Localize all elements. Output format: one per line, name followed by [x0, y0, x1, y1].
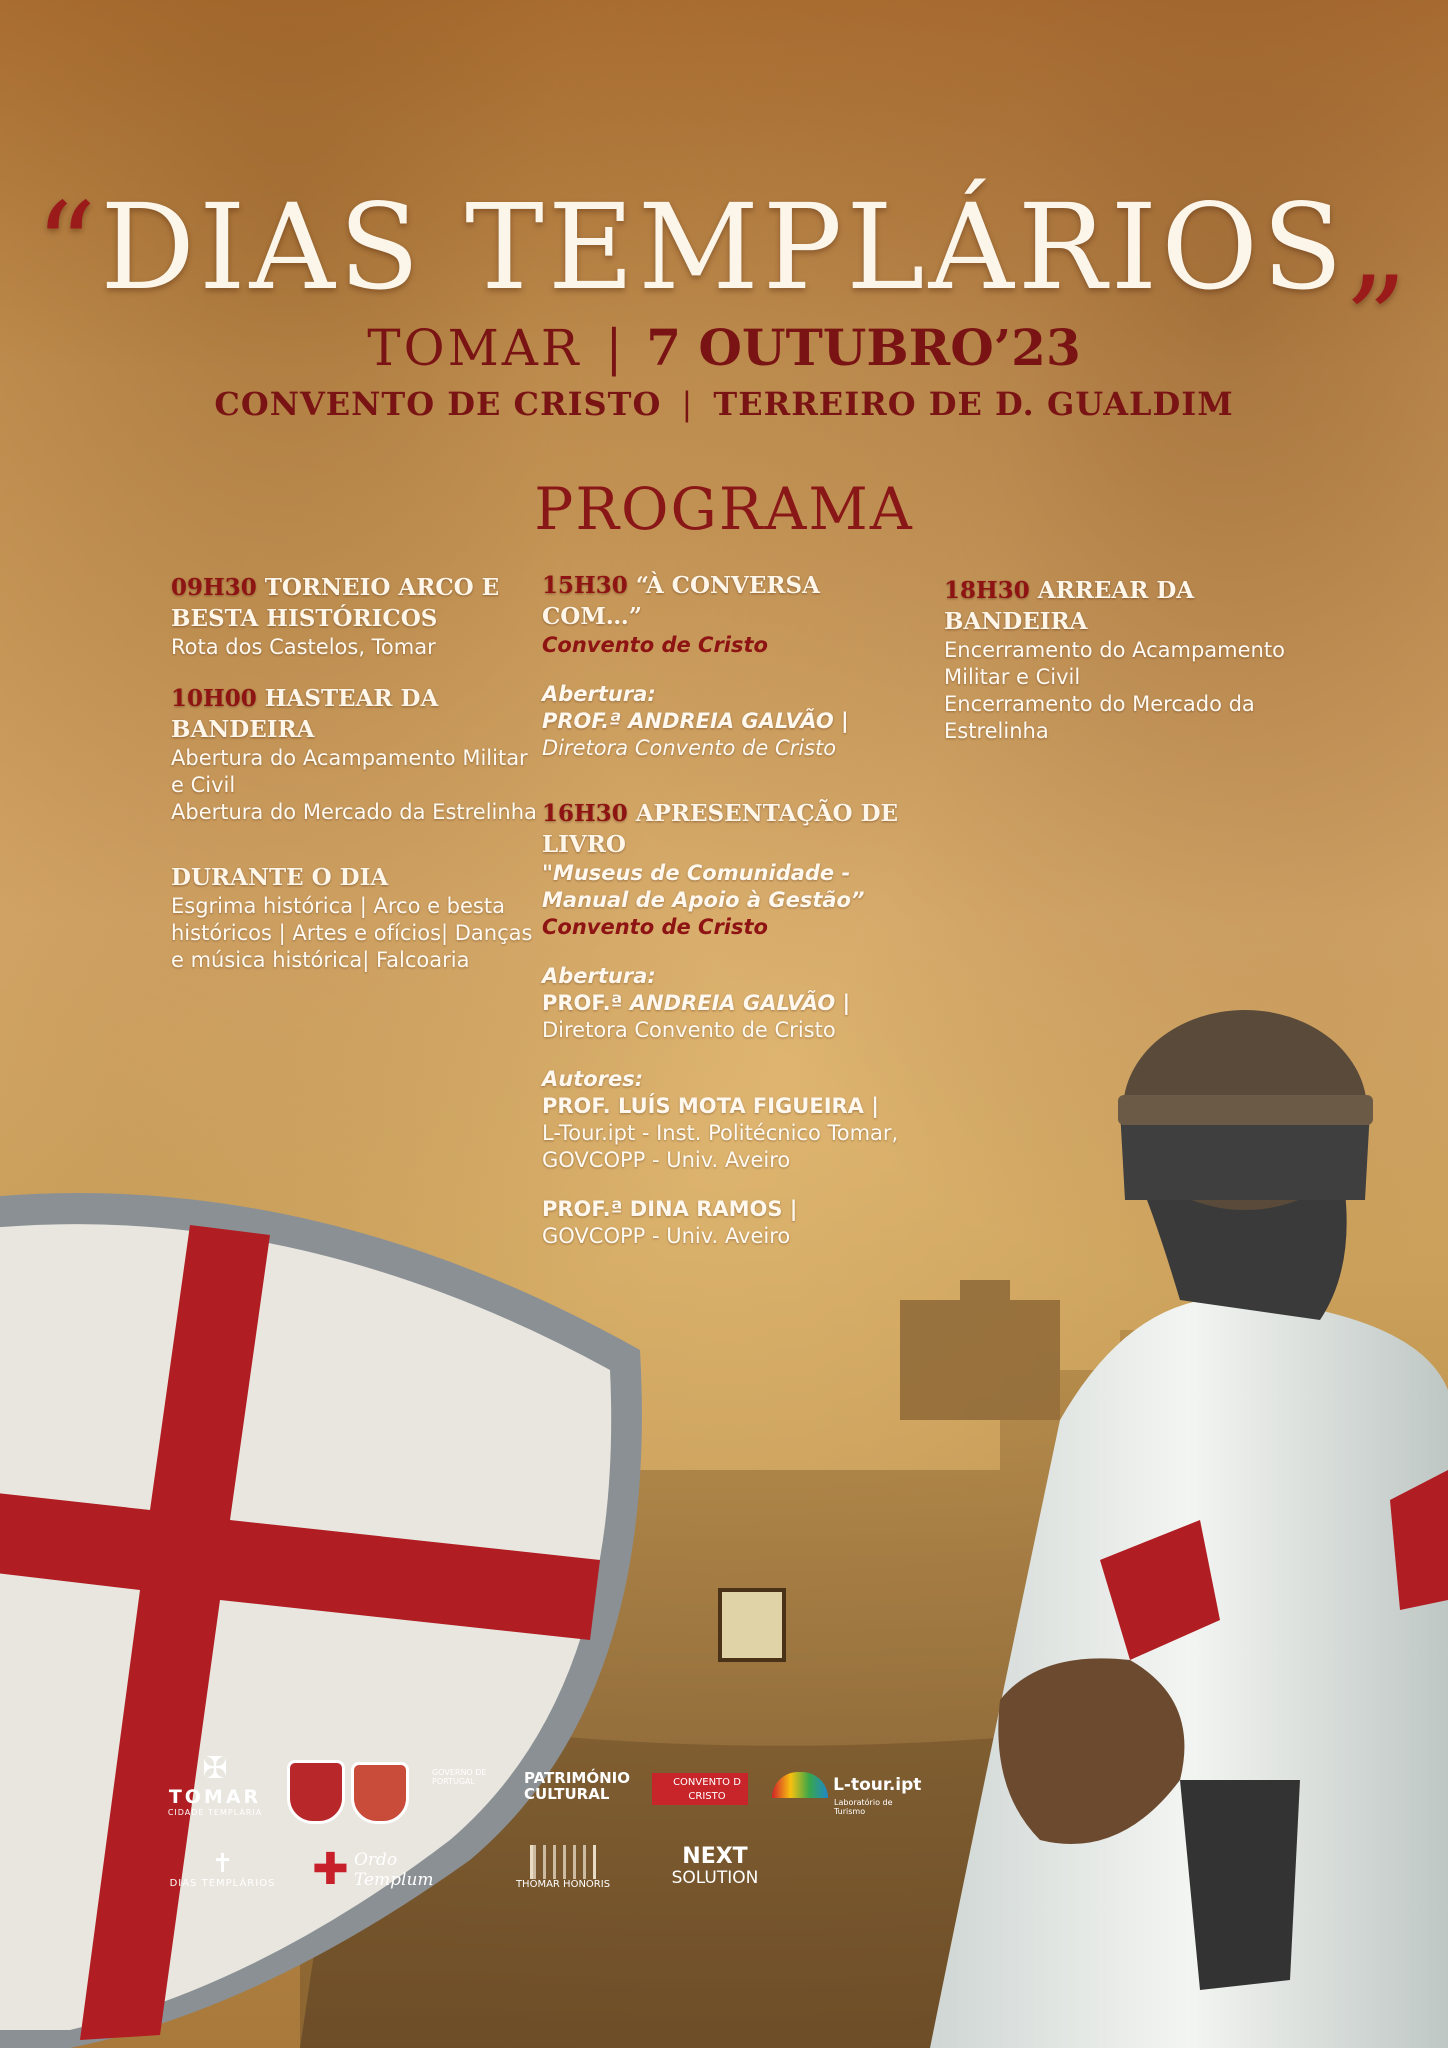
- open-quote: “: [35, 178, 101, 317]
- logo-tomar: [165, 1752, 265, 1817]
- city: TOMAR: [367, 319, 582, 377]
- ltour-swoosh-icon: [772, 1772, 828, 1798]
- dias-label: DIAS TEMPLÁRIOS: [169, 1878, 276, 1889]
- event-venue: Convento de Cristo: [542, 915, 768, 939]
- separator: |: [681, 385, 694, 423]
- separator: |: [605, 319, 623, 377]
- name-prefix: PROF.ª: [542, 991, 630, 1015]
- event-block: [542, 963, 912, 1044]
- venue: [0, 385, 1448, 423]
- event-heading: [542, 798, 912, 860]
- logo-governo: [432, 1768, 512, 1786]
- tomar-sublabel: CIDADE TEMPLÁRIA: [167, 1808, 263, 1817]
- logo-next-solution: [660, 1845, 770, 1887]
- ltour-sublabel: Laboratório de Turismo: [834, 1798, 893, 1816]
- author-affiliation: L-Tour.ipt - Inst. Politécnico Tomar, GOVCOPP - Univ. Aveiro: [542, 1121, 899, 1172]
- event-text: Esgrima histórica | Arco e besta históricos | Artes e ofícios| Danças e música histórica| Falcoaria: [171, 894, 533, 972]
- event-block: [542, 681, 912, 762]
- author-name: PROF. LUÍS MOTA FIGUEIRA |: [542, 1094, 879, 1118]
- tomar-cross-icon: ✠: [202, 1751, 228, 1786]
- thomar-columns-icon: [530, 1845, 596, 1879]
- event-time: 18H30: [944, 577, 1030, 604]
- event-heading: DURANTE O DIA: [171, 864, 389, 891]
- title-text: DIAS TEMPLÁRIOS: [100, 178, 1347, 316]
- logo-convento: [652, 1773, 748, 1805]
- ordo-line1: Ordo: [353, 1850, 398, 1870]
- event-time: 09H30: [171, 574, 257, 601]
- opening-name: PROF.ª ANDREIA GALVÃO |: [542, 709, 849, 733]
- event-block: [171, 683, 541, 826]
- city-date: [0, 318, 1448, 377]
- event-text: Abertura do Acampamento Militar e Civil: [171, 746, 528, 797]
- convento-label: CONVENTO D CRISTO: [673, 1777, 741, 1802]
- event-title: [0, 178, 1448, 317]
- logo-dias-templarios: [160, 1850, 285, 1889]
- tomar-label: TOMAR: [168, 1786, 262, 1808]
- templar-cross-icon: ✚: [312, 1844, 349, 1895]
- venue-sub: TERREIRO DE D. GUALDIM: [713, 385, 1234, 423]
- event-block: [171, 862, 541, 974]
- program-title: PROGRAMA: [534, 475, 914, 543]
- event-title: APRESENTAÇÃO DE LIVRO: [542, 800, 899, 858]
- event-title: ARREAR DA BANDEIRA: [944, 577, 1195, 635]
- program-column-1: [171, 572, 541, 996]
- patrimonio-label: PATRIMÓNIO CULTURAL: [524, 1769, 630, 1803]
- logo-ltour: [772, 1772, 922, 1816]
- event-block: [542, 570, 912, 659]
- next-label: NEXT: [682, 1844, 748, 1869]
- author-affiliation: GOVCOPP - Univ. Aveiro: [542, 1224, 791, 1248]
- ordo-text: [354, 1850, 434, 1890]
- event-time: 16H30: [542, 800, 628, 827]
- event-heading: [171, 683, 541, 745]
- parish-crest-icon: [351, 1762, 409, 1824]
- governo-label: GOVERNO DE PORTUGAL: [432, 1768, 487, 1786]
- opening-role: Diretora Convento de Cristo: [542, 1018, 836, 1042]
- event-time: 10H00: [171, 685, 257, 712]
- program-column-2: [542, 570, 912, 1272]
- event-block: [944, 575, 1294, 745]
- close-quote: „: [1346, 178, 1413, 317]
- event-heading: [171, 572, 541, 634]
- logo-ordo-templum: [312, 1844, 462, 1895]
- authors-label: Autores:: [542, 1067, 644, 1091]
- municipal-crest-icon: [287, 1760, 345, 1824]
- book-title: "Museus de Comunidade - Manual de Apoio à Gestão”: [542, 861, 865, 912]
- thomar-label: THOMAR HONORIS: [515, 1879, 611, 1890]
- venue-main: CONVENTO DE CRISTO: [214, 385, 662, 423]
- author-name: PROF.ª DINA RAMOS |: [542, 1197, 798, 1221]
- logo-thomar-honoris: [508, 1845, 618, 1890]
- event-title: TORNEIO ARCO E BESTA HISTÓRICOS: [171, 574, 500, 632]
- event-text: Encerramento do Acampamento Militar e Civil: [944, 638, 1285, 689]
- ltour-label: L-tour.ipt: [833, 1775, 922, 1795]
- event-time: 15H30: [542, 572, 628, 599]
- name-text: ANDREIA GALVÃO |: [629, 991, 851, 1015]
- opening-label: Abertura:: [542, 682, 656, 706]
- program-column-3: [944, 575, 1294, 767]
- event-venue: Convento de Cristo: [542, 633, 768, 657]
- opening-role: Diretora Convento de Cristo: [542, 736, 837, 760]
- event-block: [542, 798, 912, 941]
- event-text: Encerramento do Mercado da Estrelinha: [944, 692, 1255, 743]
- dias-cross-icon: ✝: [211, 1849, 234, 1879]
- event-title: “À CONVERSA COM…”: [542, 572, 820, 630]
- opening-name: [542, 990, 912, 1017]
- solution-label: SOLUTION: [671, 1868, 759, 1888]
- event-block: [171, 572, 541, 661]
- event-block: [542, 1066, 912, 1174]
- event-heading: [944, 575, 1294, 637]
- event-text: Abertura do Mercado da Estrelinha: [171, 800, 537, 824]
- ordo-line2: Templum: [353, 1870, 434, 1890]
- event-location: Rota dos Castelos, Tomar: [171, 635, 436, 659]
- event-date: 7 OUTUBRO’23: [646, 318, 1081, 377]
- event-title: HASTEAR DA BANDEIRA: [171, 685, 439, 743]
- opening-label: Abertura:: [542, 964, 656, 988]
- logo-patrimonio: [524, 1770, 644, 1802]
- event-block: [542, 1196, 912, 1250]
- event-heading: [542, 570, 912, 632]
